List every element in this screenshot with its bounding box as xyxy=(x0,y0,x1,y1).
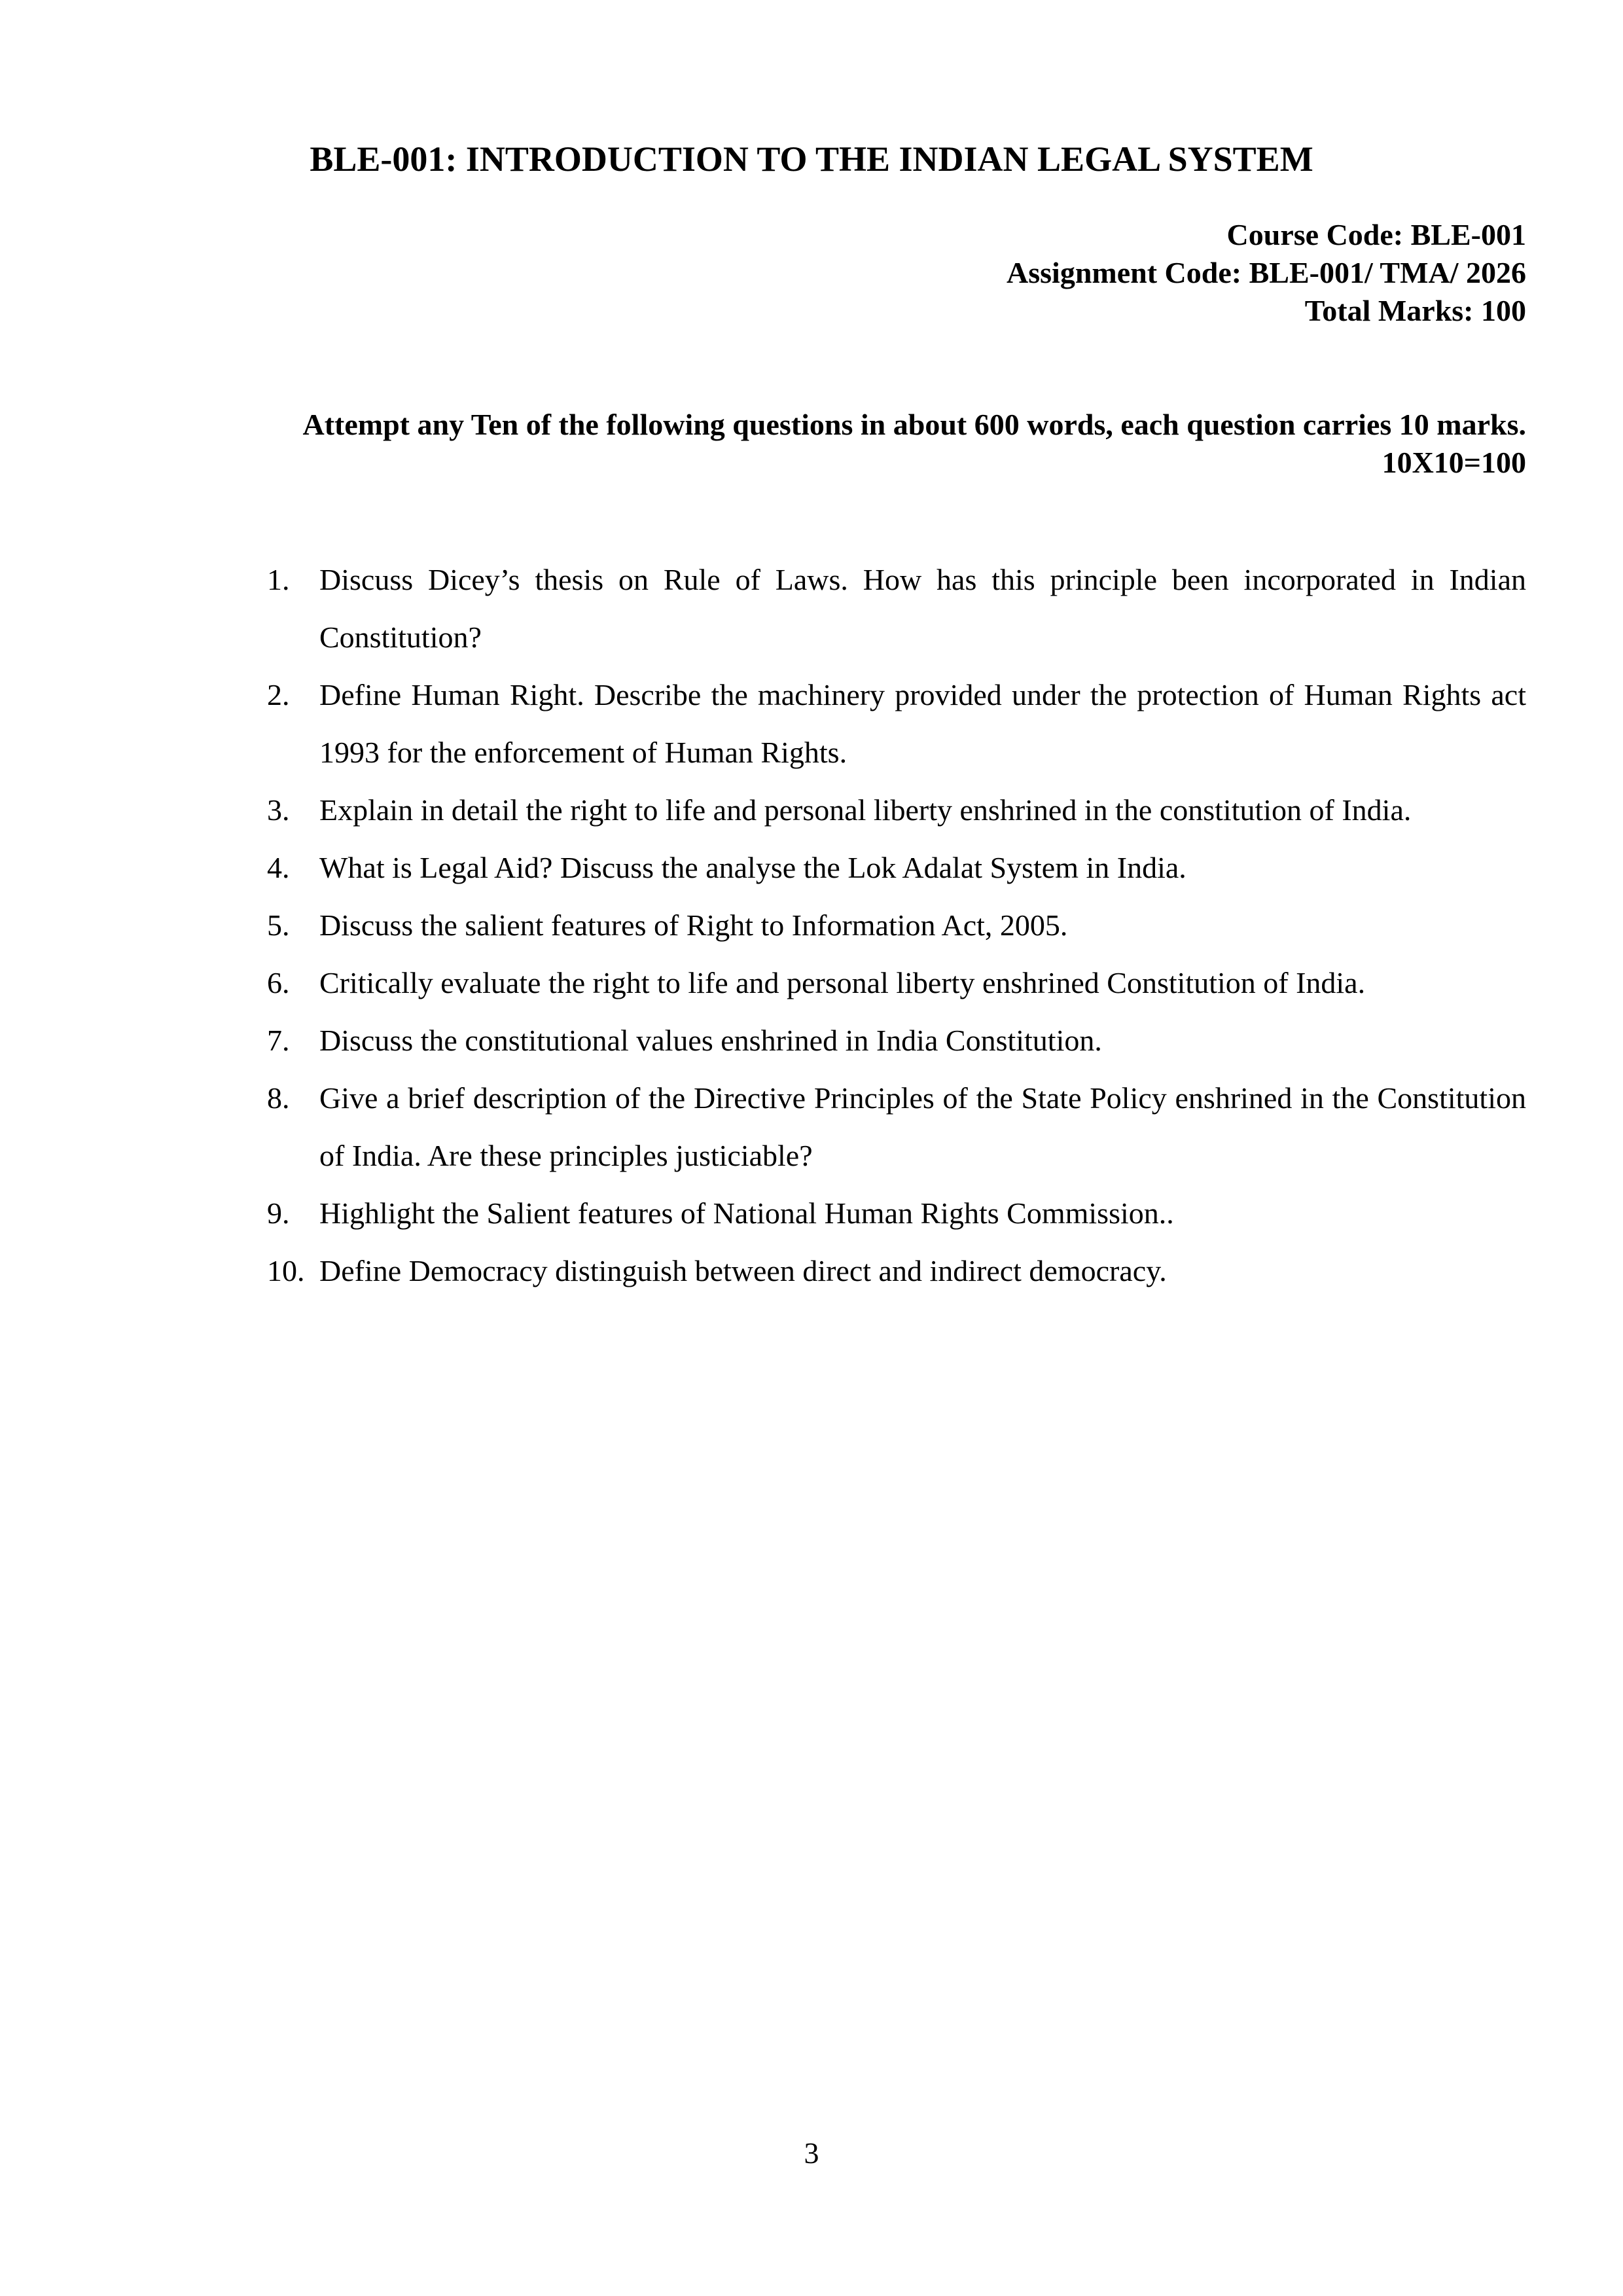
question-number: 2. xyxy=(267,678,290,711)
page-number: 3 xyxy=(804,2136,819,2170)
question-text: Discuss Dicey’s thesis on Rule of Laws. How has this principle been incorporated in Indian Constitution? xyxy=(319,563,1526,654)
question-number: 9. xyxy=(267,1196,290,1230)
question-text: What is Legal Aid? Discuss the analyse the Lok Adalat System in India. xyxy=(319,851,1186,884)
question-number: 7. xyxy=(267,1024,290,1057)
marks-formula: 10X10=100 xyxy=(1382,446,1526,479)
assignment-code: Assignment Code: BLE-001/ TMA/ 2026 xyxy=(1007,256,1526,289)
question-item xyxy=(267,1185,1526,1242)
question-text: Explain in detail the right to life and personal liberty enshrined in the constitution of India. xyxy=(319,793,1412,827)
total-marks: Total Marks: 100 xyxy=(1304,294,1526,327)
question-item xyxy=(267,1069,1526,1185)
document-title: BLE-001: INTRODUCTION TO THE INDIAN LEGAL SYSTEM xyxy=(310,139,1313,179)
instructions-block xyxy=(303,406,1527,482)
question-item xyxy=(267,1242,1526,1300)
question-number: 8. xyxy=(267,1081,290,1115)
course-meta-block xyxy=(1007,216,1526,330)
question-item xyxy=(267,839,1526,897)
course-code: Course Code: BLE-001 xyxy=(1226,218,1526,251)
question-text: Highlight the Salient features of National Human Rights Commission.. xyxy=(319,1196,1174,1230)
question-item xyxy=(267,897,1526,954)
question-text: Define Democracy distinguish between direct and indirect democracy. xyxy=(319,1254,1167,1287)
question-number: 10. xyxy=(267,1254,305,1287)
question-text: Define Human Right. Describe the machinery provided under the protection of Human Rights act 1993 for the enforcement of Human Rights. xyxy=(319,678,1526,769)
question-item xyxy=(267,954,1526,1012)
instructions-text: Attempt any Ten of the following questions in about 600 words, each question carries 10 marks. xyxy=(302,408,1526,441)
question-text: Give a brief description of the Directive Principles of the State Policy enshrined in the Constitution of India. Are these principles justiciable? xyxy=(319,1081,1526,1172)
question-list xyxy=(267,551,1526,1300)
question-item xyxy=(267,551,1526,666)
question-number: 1. xyxy=(267,563,290,596)
question-text: Discuss the constitutional values enshrined in India Constitution. xyxy=(319,1024,1102,1057)
question-text: Discuss the salient features of Right to Information Act, 2005. xyxy=(319,908,1068,942)
question-number: 3. xyxy=(267,793,290,827)
question-number: 5. xyxy=(267,908,290,942)
question-item xyxy=(267,781,1526,839)
question-number: 4. xyxy=(267,851,290,884)
question-number: 6. xyxy=(267,966,290,999)
question-item xyxy=(267,1012,1526,1069)
question-item xyxy=(267,666,1526,781)
question-text: Critically evaluate the right to life and personal liberty enshrined Constitution of India. xyxy=(319,966,1366,999)
